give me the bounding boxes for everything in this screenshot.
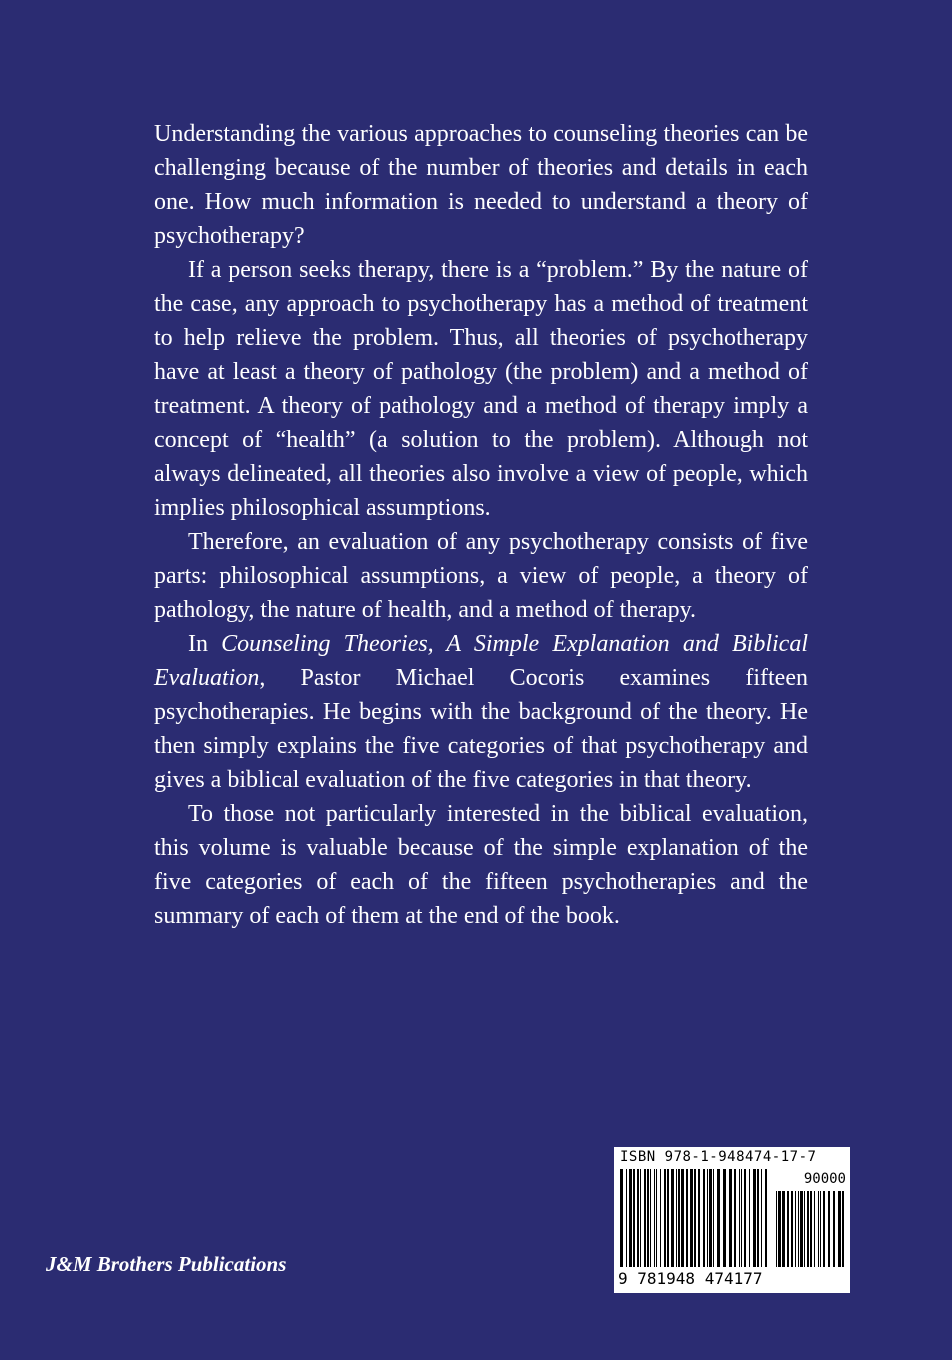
barcode-bar bbox=[678, 1169, 680, 1267]
barcode-bar bbox=[681, 1169, 684, 1267]
barcode-bar bbox=[686, 1169, 688, 1267]
barcode-bar bbox=[703, 1169, 705, 1267]
barcode-bar bbox=[676, 1169, 677, 1267]
barcode-bar bbox=[739, 1169, 740, 1267]
barcode-digits: 9 781948 474177 bbox=[618, 1269, 763, 1288]
blurb-text: In bbox=[188, 631, 222, 657]
barcode-addon-bars bbox=[776, 1191, 844, 1267]
barcode-bar bbox=[782, 1191, 785, 1267]
barcode-bar bbox=[667, 1169, 669, 1267]
barcode-bar bbox=[694, 1169, 696, 1267]
barcode-bar bbox=[842, 1191, 844, 1267]
barcode-bar bbox=[620, 1169, 623, 1267]
barcode-bar bbox=[671, 1169, 674, 1267]
barcode-bar bbox=[791, 1191, 793, 1267]
blurb-paragraph: To those not particularly interested in the biblical evaluation, this volume is valuable because of the simple explanation of the five categories of each of the fifteen psychotherapies and the summary of each of them at the end of the book. bbox=[154, 801, 808, 929]
barcode-bar bbox=[647, 1169, 649, 1267]
barcode-bar bbox=[723, 1169, 726, 1267]
isbn-label: ISBN 978-1-948474-17-7 bbox=[620, 1149, 817, 1165]
barcode-bar bbox=[765, 1169, 767, 1267]
barcode-bar bbox=[741, 1169, 742, 1267]
barcode-bar bbox=[749, 1169, 750, 1267]
barcode-bar bbox=[776, 1191, 777, 1267]
publisher-name: J&M Brothers Publications bbox=[46, 1252, 287, 1276]
barcode-bar bbox=[629, 1169, 632, 1267]
barcode-bar bbox=[787, 1191, 789, 1267]
barcode-bar bbox=[660, 1169, 661, 1267]
barcode-bar bbox=[804, 1191, 805, 1267]
barcode-bar bbox=[729, 1169, 732, 1267]
barcode-bar bbox=[820, 1191, 821, 1267]
barcode-bar bbox=[644, 1169, 646, 1267]
barcode-bar bbox=[795, 1191, 796, 1267]
barcode-bar bbox=[734, 1169, 736, 1267]
barcode-bar bbox=[753, 1169, 756, 1267]
barcode-bar bbox=[640, 1169, 641, 1267]
price-code: 90000 bbox=[803, 1171, 846, 1187]
barcode-bar bbox=[818, 1191, 819, 1267]
barcode-bar bbox=[823, 1191, 825, 1267]
barcode-bar bbox=[833, 1191, 835, 1267]
barcode-bar bbox=[807, 1191, 809, 1267]
barcode-bar bbox=[698, 1169, 700, 1267]
barcode-bar bbox=[798, 1191, 799, 1267]
barcode-bar bbox=[838, 1191, 841, 1267]
barcode-bar bbox=[800, 1191, 803, 1267]
blurb-paragraph bbox=[154, 627, 808, 797]
barcode-bar bbox=[814, 1191, 815, 1267]
barcode-bar bbox=[690, 1169, 693, 1267]
blurb-paragraph: Therefore, an evaluation of any psychotherapy consists of five parts: philosophical assumptions, a view of people, a theory of pathology, the nature of health, and a method of therapy. bbox=[154, 529, 808, 623]
barcode-bar bbox=[664, 1169, 666, 1267]
barcode-bar bbox=[810, 1191, 812, 1267]
barcode-bar bbox=[717, 1169, 720, 1267]
barcode-bar bbox=[656, 1169, 657, 1267]
barcode-bar bbox=[828, 1191, 830, 1267]
blurb-text: , Pastor Michael Cocoris examines fifteen psychotherapies. He begins with the background of the theory. He then simply explains the five categories of that psychotherapy and gives a biblical evaluation of the five categories in that theory. bbox=[154, 665, 808, 793]
barcode-bar bbox=[637, 1169, 639, 1267]
barcode-bar bbox=[709, 1169, 712, 1267]
barcode-bar bbox=[650, 1169, 651, 1267]
book-title: Counseling Theories, A Simple Explanation and Biblical Evaluation bbox=[154, 631, 808, 691]
blurb-paragraph: If a person seeks therapy, there is a “problem.” By the nature of the case, any approach to psychotherapy has a method of treatment to help relieve the problem. Thus, all theories of psychotherapy have at least a theory of pathology (the problem) and a method of treatment. A theory of pathology and a method of therapy imply a concept of “health” (a solution to the problem). Although not always delineated, all theories also involve a view of people, which implies philosophical assumptions. bbox=[154, 257, 808, 521]
barcode-bar bbox=[744, 1169, 746, 1267]
blurb-paragraph: Understanding the various approaches to counseling theories can be challenging because of the number of theories and details in each one. How much information is needed to understand a theory of psychotherapy? bbox=[154, 121, 808, 249]
barcode-bar bbox=[761, 1169, 762, 1267]
barcode-bar bbox=[633, 1169, 635, 1267]
back-cover-blurb bbox=[154, 117, 808, 933]
barcode-bar bbox=[757, 1169, 759, 1267]
barcode-bar bbox=[626, 1169, 627, 1267]
barcode-bar bbox=[707, 1169, 708, 1267]
barcode-bar bbox=[713, 1169, 714, 1267]
barcode-bar bbox=[654, 1169, 655, 1267]
barcode-bars bbox=[620, 1169, 770, 1267]
isbn-barcode bbox=[614, 1147, 850, 1293]
barcode-bar bbox=[778, 1191, 781, 1267]
